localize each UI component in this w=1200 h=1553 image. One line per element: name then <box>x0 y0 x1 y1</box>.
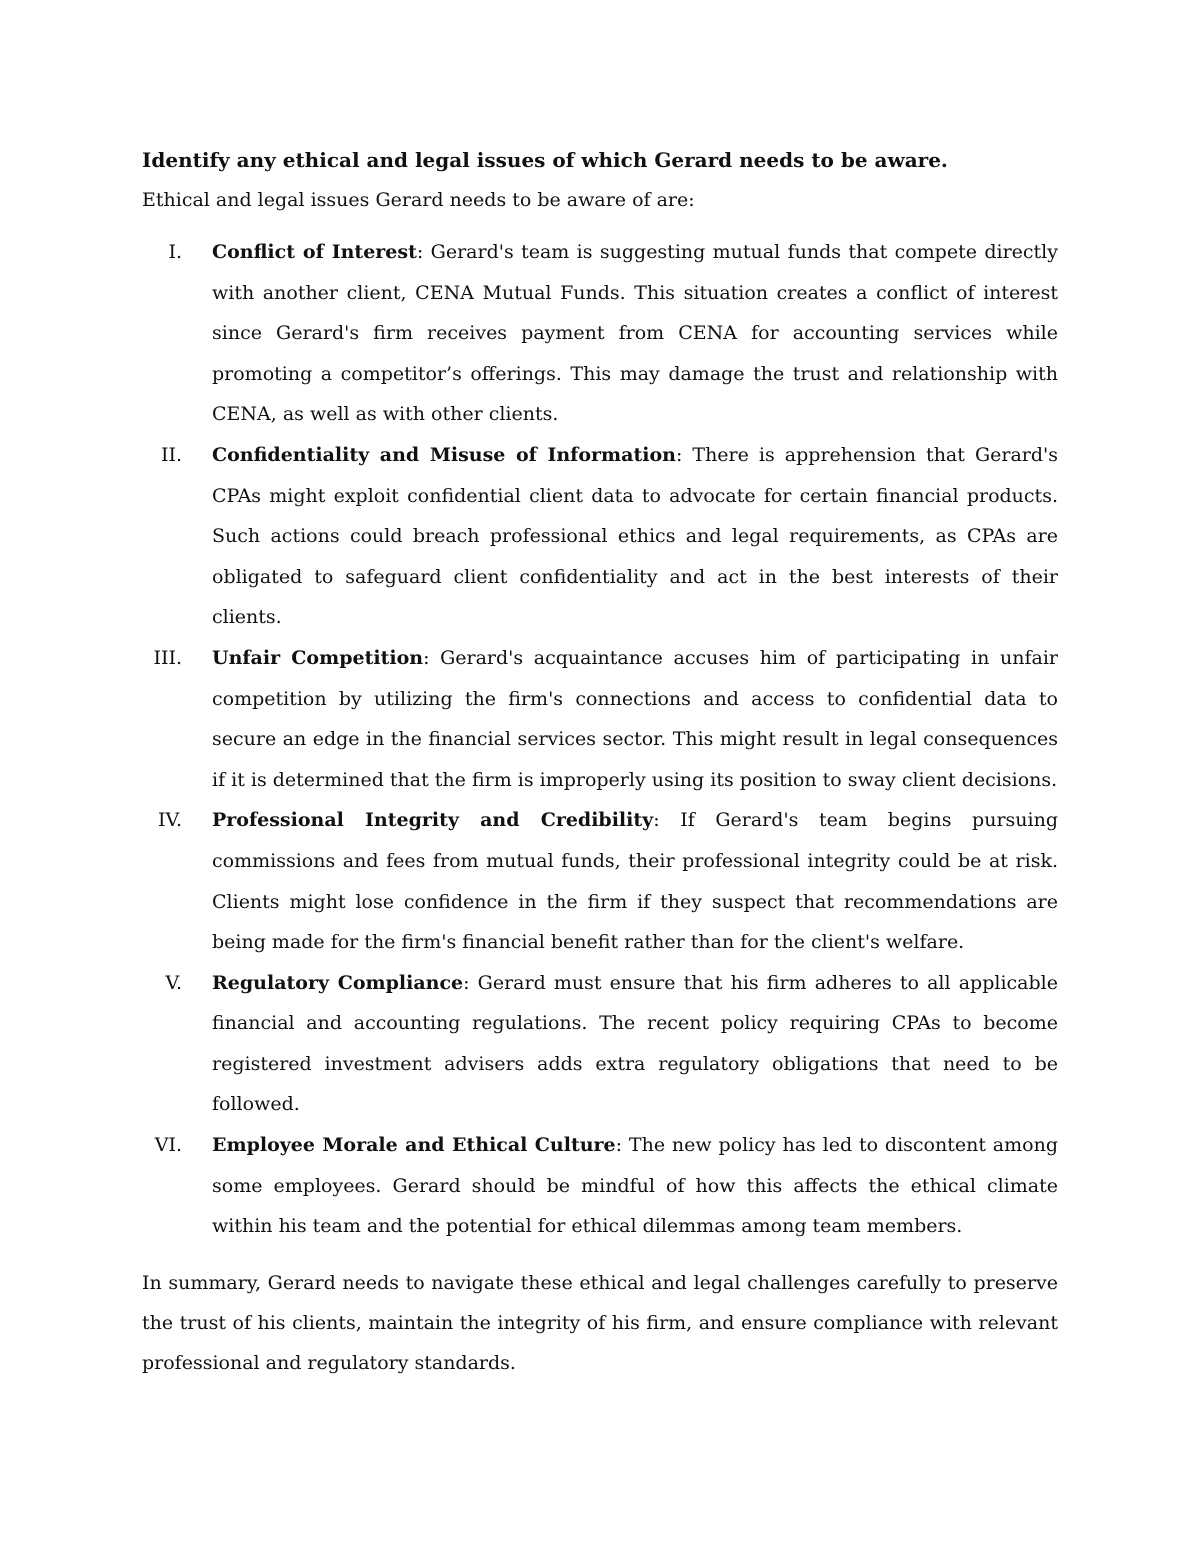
issue-term: Confidentiality and Misuse of Information <box>212 443 676 466</box>
list-item <box>142 232 1058 435</box>
issue-term: Conflict of Interest <box>212 241 417 263</box>
list-item <box>142 1125 1058 1247</box>
list-numeral: II. <box>160 443 182 466</box>
list-numeral: V. <box>165 971 182 994</box>
list-item <box>142 963 1058 1125</box>
issue-text: : Gerard must ensure that his firm adheres to all applicable financial and accounting regulations. The recent policy requiring CPAs to become registered investment advisers adds extra regulatory obligations that need to be followed. <box>212 971 1058 1116</box>
issue-text: : Gerard's acquaintance accuses him of participating in unfair competition by utilizing the firm's connections and access to confidential data to secure an edge in the financial services sector. This might result in legal consequences if it is determined that the firm is improperly using its position to sway client decisions. <box>212 646 1058 791</box>
issue-term: Employee Morale and Ethical Culture <box>212 1134 616 1157</box>
issue-term: Unfair Competition <box>212 646 424 669</box>
issue-text: : The new policy has led to discontent among some employees. Gerard should be mindful of how this affects the ethical climate within his team and the potential for ethical dilemmas among team members. <box>212 1134 1058 1238</box>
issue-term: Professional Integrity and Credibility <box>212 809 654 832</box>
document-page <box>142 140 1058 1383</box>
list-numeral: IV. <box>158 809 182 832</box>
list-item <box>142 435 1058 638</box>
issues-list <box>142 232 1058 1247</box>
issue-text: : Gerard's team is suggesting mutual funds that compete directly with another client, CENA Mutual Funds. This situation creates a conflict of interest since Gerard's firm receives payment from CENA for accounting services while promoting a competitor’s offerings. This may damage the trust and relationship with CENA, as well as with other clients. <box>212 241 1058 426</box>
issue-term: Regulatory Compliance <box>212 971 464 994</box>
issue-text: : There is apprehension that Gerard's CPAs might exploit confidential client data to advocate for certain financial products. Such actions could breach professional ethics and legal requirements, as CPAs are obligated to safeguard client confidentiality and act in the best interests of their clients. <box>212 443 1058 629</box>
issue-text: : If Gerard's team begins pursuing commissions and fees from mutual funds, their professional integrity could be at risk. Clients might lose confidence in the firm if they suspect that recommendations are being made for the firm's financial benefit rather than for the client's welfare. <box>212 809 1058 954</box>
list-numeral: I. <box>168 241 182 263</box>
list-item <box>142 638 1058 800</box>
summary-paragraph: In summary, Gerard needs to navigate these ethical and legal challenges carefully to preserve the trust of his clients, maintain the integrity of his firm, and ensure compliance with relevant professional and regulatory standards. <box>142 1271 1058 1374</box>
intro-paragraph: Ethical and legal issues Gerard needs to be aware of are: <box>142 189 695 211</box>
list-numeral: III. <box>153 646 182 669</box>
list-item <box>142 800 1058 962</box>
list-numeral: VI. <box>154 1134 182 1157</box>
document-heading: Identify any ethical and legal issues of which Gerard needs to be aware. <box>142 148 948 172</box>
